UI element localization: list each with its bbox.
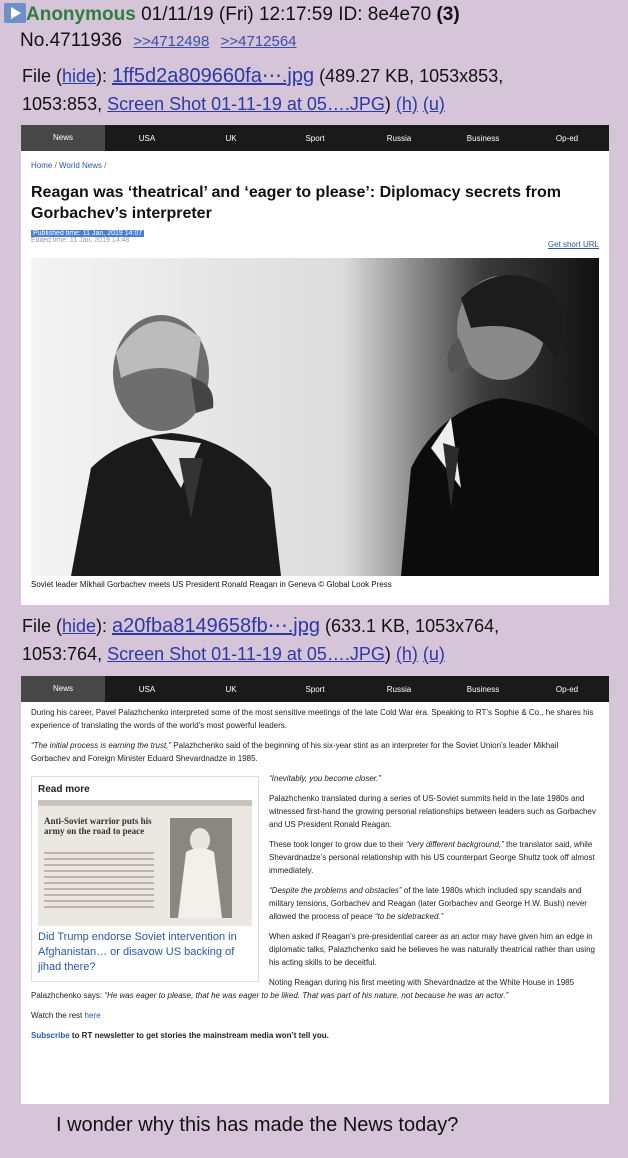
edited-time: Edited time: 11 Jan, 2019 14:48 bbox=[31, 237, 130, 244]
post-datetime: 01/11/19 (Fri) 12:17:59 bbox=[141, 4, 333, 25]
file-close: ) bbox=[384, 94, 396, 114]
paragraph-text: Noting Reagan during his first meeting with Shevardnadze at the White House in 1985 Palazhchenko says: bbox=[31, 978, 575, 1000]
nav-usa[interactable]: USA bbox=[138, 133, 156, 143]
file-name-link[interactable]: 1ff5d2a809660fa⋯.jpg bbox=[112, 65, 315, 87]
nav-sport[interactable]: Sport bbox=[305, 133, 325, 143]
nav-news[interactable]: News bbox=[21, 125, 105, 151]
crumb-section[interactable]: World News bbox=[59, 161, 102, 170]
nav-uk[interactable]: UK bbox=[225, 133, 237, 143]
nav-russia[interactable]: Russia bbox=[386, 133, 412, 143]
u-link[interactable]: (u) bbox=[422, 644, 445, 664]
nav-usa[interactable]: USA bbox=[138, 684, 156, 694]
expand-post-icon[interactable] bbox=[4, 3, 26, 23]
post-header bbox=[4, 2, 624, 55]
original-filename-link[interactable]: Screen Shot 01-11-19 at 05….JPG bbox=[107, 94, 385, 114]
site-nav bbox=[21, 125, 609, 151]
poster-name: Anonymous bbox=[26, 4, 136, 25]
file-meta: (489.27 KB, 1053x853, bbox=[314, 66, 504, 86]
nav-business[interactable]: Business bbox=[466, 684, 500, 694]
read-more-box[interactable] bbox=[31, 776, 259, 982]
article-body bbox=[21, 702, 609, 1053]
file-info-2 bbox=[22, 612, 622, 668]
paragraph bbox=[31, 1009, 599, 1022]
paragraph-text: the translator said, while Shevardnadze’s personal relationship with his US counterpart George Shultz took off almost immediately. bbox=[269, 840, 595, 875]
hide-file-link[interactable]: hide bbox=[62, 66, 97, 86]
nav-oped[interactable]: Op-ed bbox=[555, 133, 579, 143]
poster-id[interactable]: ID: 8e4e70 bbox=[338, 4, 432, 25]
paragraph-text: These took longer to grow due to their bbox=[269, 840, 406, 849]
backlink-1[interactable]: >>4712498 bbox=[133, 33, 210, 50]
h-link[interactable]: (h) bbox=[395, 94, 418, 114]
article-headline: Reagan was ‘theatrical’ and ‘eager to please’: Diplomacy secrets from Gorbachev’s interpreter bbox=[31, 184, 561, 222]
nav-business[interactable]: Business bbox=[466, 133, 500, 143]
breadcrumb bbox=[21, 151, 609, 170]
site-nav bbox=[21, 676, 609, 702]
file-close: ) bbox=[384, 644, 396, 664]
nav-sport[interactable]: Sport bbox=[305, 684, 325, 694]
paragraph-text: of the late 1980s which included spy scandals and military tensions, Gorbachev and Reagan (later Gorbachev and George H.W. Bush) never allowed the process of peace bbox=[269, 886, 587, 921]
file-label: File ( bbox=[22, 66, 62, 86]
clipping-headline: Anti-Soviet warrior puts his army on the road to peace bbox=[44, 816, 152, 836]
nav-oped[interactable]: Op-ed bbox=[555, 684, 579, 694]
paragraph: When asked if Reagan’s pre-presidential career as an actor may have given him an edge in diplomatic talks, Palazhchenko said he believes he was naturally theatrical rather than using his acting skills to be deceitful. bbox=[269, 932, 595, 967]
paragraph: During his career, Pavel Palazhchenko interpreted some of the most sensitive meetings of the late Cold War era. Speaking to RT’s Sophie & Co., he shares his experience of translating the words of the world’s most powerful leaders. bbox=[31, 708, 594, 730]
file-ratio: 1053:853, bbox=[22, 94, 108, 114]
newspaper-clipping-image bbox=[38, 800, 252, 926]
file-sep: ): bbox=[96, 66, 113, 86]
crumb-sep: / bbox=[52, 161, 60, 170]
paragraph bbox=[31, 1029, 599, 1042]
file-meta: (633.1 KB, 1053x764, bbox=[320, 616, 500, 636]
crumb-home[interactable]: Home bbox=[31, 161, 53, 170]
paragraph-text: to RT newsletter to get stories the mainstream media won’t tell you. bbox=[69, 1031, 329, 1040]
crumb-end: / bbox=[102, 161, 107, 170]
file-name-link[interactable]: a20fba8149658fb⋯.jpg bbox=[112, 615, 320, 637]
quote: “Despite the problems and obstacles” bbox=[269, 886, 402, 895]
published-time: Published time: 11 Jan, 2019 14:07 bbox=[33, 230, 143, 237]
file-info-1 bbox=[22, 62, 622, 118]
backlink-2[interactable]: >>4712564 bbox=[220, 33, 297, 50]
short-url-link[interactable]: Get short URL bbox=[547, 240, 599, 249]
nav-uk[interactable]: UK bbox=[225, 684, 237, 694]
nav-russia[interactable]: Russia bbox=[386, 684, 412, 694]
file-sep: ): bbox=[96, 616, 113, 636]
quote: “Inevitably, you become closer.” bbox=[269, 774, 382, 783]
photo-caption: Soviet leader Mikhail Gorbachev meets US President Ronald Reagan in Geneva © Global Look Press bbox=[31, 580, 392, 589]
quote: “The initial process is earning the trust,” bbox=[31, 741, 172, 750]
quote: “He was eager to please, that he was eager to be liked. That was part of his nature, not because he was an actor.” bbox=[104, 991, 509, 1000]
paragraph bbox=[31, 739, 599, 765]
paragraph-text: Palazhchenko said of the beginning of his six-year stint as an interpreter for the Soviet Union’s leader Mikhail Gorbachev and Foreign Minister Eduard Shevardnadze in 1985. bbox=[31, 741, 559, 763]
screenshot-2[interactable] bbox=[21, 676, 609, 1104]
nav-news[interactable]: News bbox=[21, 676, 105, 702]
watch-here-link[interactable]: here bbox=[84, 1011, 101, 1020]
paragraph: Palazhchenko translated during a series of US-Soviet summits held in the late 1980s and witnessed first-hand the growing personal relationships between leaders such as Gorbachev and US President Ronald Reagan. bbox=[269, 794, 596, 829]
hide-file-link[interactable]: hide bbox=[62, 616, 97, 636]
quote: “to be sidetracked.” bbox=[374, 912, 444, 921]
subscribe-link[interactable]: Subscribe bbox=[31, 1031, 70, 1040]
article-meta bbox=[21, 224, 609, 256]
quote: “very different background,” bbox=[405, 840, 504, 849]
article-photo bbox=[31, 258, 599, 576]
screenshot-1[interactable] bbox=[21, 125, 609, 605]
read-more-link[interactable]: Did Trump endorse Soviet intervention in Afghanistan… or disavow US backing of jihad there? bbox=[38, 931, 237, 973]
read-more-heading: Read more bbox=[38, 784, 90, 795]
file-ratio: 1053:764, bbox=[22, 644, 108, 664]
original-filename-link[interactable]: Screen Shot 01-11-19 at 05….JPG bbox=[107, 644, 385, 664]
paragraph-text: Watch the rest bbox=[31, 1011, 85, 1020]
h-link[interactable]: (h) bbox=[395, 644, 418, 664]
u-link[interactable]: (u) bbox=[422, 94, 445, 114]
file-label: File ( bbox=[22, 616, 62, 636]
photo-illustration bbox=[31, 258, 599, 576]
post-number[interactable]: No.4711936 bbox=[20, 30, 123, 51]
post-comment: I wonder why this has made the News today? bbox=[56, 1114, 459, 1136]
reply-count: (3) bbox=[436, 4, 460, 25]
post-number-row bbox=[4, 28, 624, 55]
